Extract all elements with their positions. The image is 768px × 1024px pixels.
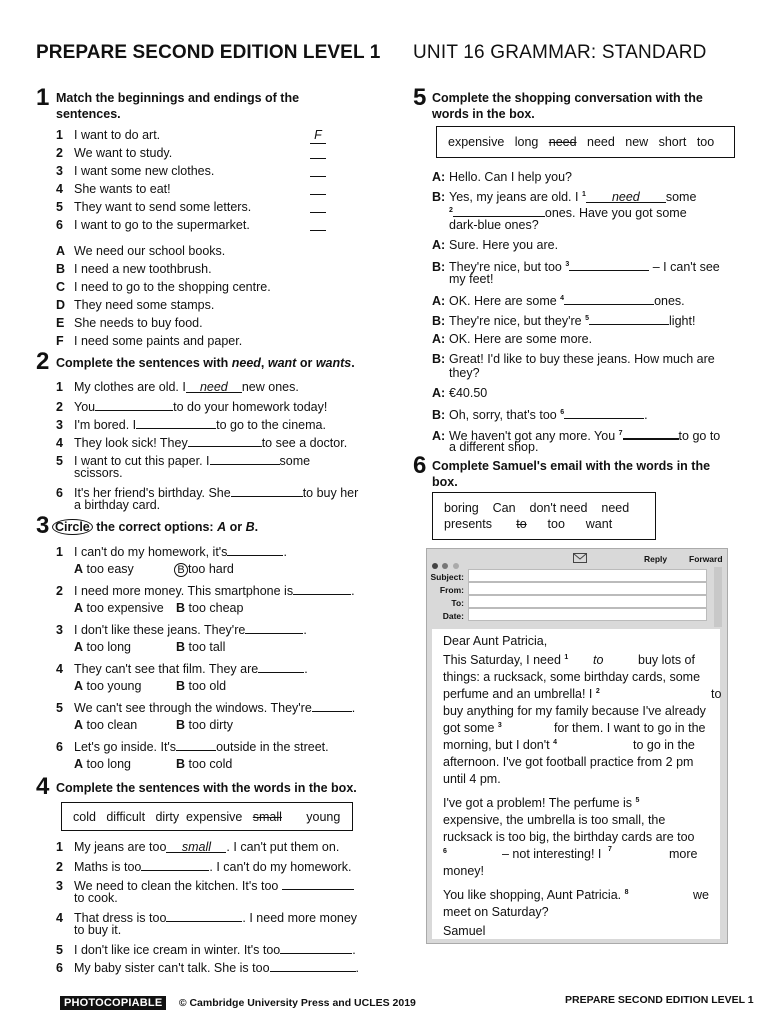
answer-blank[interactable]	[282, 876, 354, 890]
email-field-row: To:	[430, 593, 707, 606]
reply-button[interactable]: Reply	[644, 554, 668, 564]
circle-word: Circle	[52, 519, 93, 535]
option-a[interactable]: A too long	[74, 640, 131, 654]
word-box-item: need	[601, 501, 630, 515]
email-line: afternoon. I've got football practice from 2 pm	[443, 755, 694, 769]
list-item: B I need a new toothbrush.	[56, 262, 212, 276]
list-item: 5 I don't like ice cream in winter. It's too .	[56, 940, 376, 958]
email-line: You like shopping, Aunt Patricia. $^8$ we	[443, 888, 709, 902]
conversation-line: B: Yes, my jeans are old. I $^1$ need some	[432, 190, 697, 204]
email-line: buy anything for my family because I've already	[443, 704, 706, 718]
answer-blank[interactable]	[310, 181, 326, 195]
option-a[interactable]: A too long	[74, 757, 131, 771]
list-item-continuation: a birthday card.	[74, 498, 161, 512]
answer-blank[interactable]: small	[166, 839, 226, 853]
answer-blank[interactable]	[210, 451, 280, 465]
email-line: $^6$ – not interesting! I 7 more	[443, 846, 698, 861]
footer-right: PREPARE SECOND EDITION LEVEL 1	[565, 994, 754, 1006]
email-signature: Samuel	[443, 924, 486, 938]
email-body	[432, 629, 720, 939]
exercise-3-items	[56, 542, 376, 776]
answer-blank[interactable]	[227, 542, 283, 556]
option-a[interactable]: A too easy	[74, 562, 134, 576]
word-box-item: want	[585, 517, 613, 531]
options-row	[56, 600, 376, 620]
word-box-item: don't need	[529, 501, 588, 515]
list-item: 4 They can't see that film. They are .	[56, 659, 376, 678]
list-item: 3 I don't like these jeans. They're .	[56, 620, 376, 639]
conversation-continuation: they?	[449, 366, 480, 380]
answer-blank[interactable]	[245, 620, 303, 634]
exercise-4-number: 4	[36, 773, 50, 800]
options-row	[56, 639, 376, 659]
exercise-1-instruction: Match the beginnings and endings of the sentences.	[56, 91, 300, 121]
conversation-line: B: Great! I'd like to buy these jeans. How much are	[432, 352, 715, 366]
word-box-item: too	[547, 517, 565, 531]
email-line: got some $^3$ for them. I want to go in the	[443, 721, 706, 735]
answer-blank[interactable]	[166, 908, 242, 922]
option-b[interactable]: B too tall	[176, 640, 226, 654]
word-box-item-used: to	[516, 517, 527, 531]
list-item: 3 I'm bored. I to go to the cinema.	[56, 415, 376, 433]
word-box	[61, 802, 353, 831]
exercise-2-instruction: Complete the sentences with need, want or wants.	[56, 356, 355, 370]
email-line: This Saturday, I need $^1$ to buy lots of	[443, 653, 695, 667]
answer-blank[interactable]	[176, 737, 216, 751]
word-box-item: young	[306, 810, 341, 824]
conversation-line: B: Oh, sorry, that's too $^6$ .	[432, 405, 742, 425]
list-item: 6 Let's go inside. It's outside in the street.	[56, 737, 376, 756]
email-line: things: a rucksack, some birthday cards, some	[443, 670, 701, 684]
answer-blank[interactable]	[310, 217, 326, 231]
email-field-row: Date:	[430, 606, 707, 619]
list-item: 1 I can't do my homework, it's .	[56, 542, 376, 561]
list-item: 4 They look sick! They to see a doctor.	[56, 433, 376, 451]
answer-blank[interactable]: need	[186, 379, 242, 393]
option-b[interactable]: B too cheap	[176, 601, 244, 615]
exercise-2-number: 2	[36, 348, 50, 375]
list-item: C I need to go to the shopping centre.	[56, 280, 271, 294]
exercise-5-instruction: Complete the shopping conversation with the words in the box.	[432, 91, 703, 121]
list-item: 2 We want to study.	[56, 145, 346, 163]
email-header-fields	[430, 567, 707, 619]
list-item: F I need some paints and paper.	[56, 334, 243, 348]
conversation-line: A: Sure. Here you are.	[432, 238, 559, 252]
answer-blank[interactable]	[141, 857, 209, 871]
list-item-continuation: to cook.	[74, 891, 118, 905]
word-box-item: Can	[492, 501, 516, 515]
answer-blank[interactable]	[453, 203, 545, 217]
options-row	[56, 561, 376, 581]
conversation-continuation: $^2$ ones. Have you got some	[432, 203, 742, 217]
email-answer[interactable]: to	[593, 653, 604, 667]
exercise-4-instruction: Complete the sentences with the words in the box.	[56, 781, 357, 795]
word-box-item-used: small	[252, 810, 282, 824]
answer-blank[interactable]	[95, 397, 173, 411]
email-field-row: Subject:	[430, 567, 707, 580]
footer-left	[60, 993, 416, 1011]
answer-blank[interactable]	[270, 958, 356, 972]
word-box-item: difficult	[106, 810, 146, 824]
option-a[interactable]: A too expensive	[74, 601, 164, 615]
exercise-5-number: 5	[413, 84, 427, 111]
email-greeting: Dear Aunt Patricia,	[443, 634, 548, 648]
list-item: 3 We need to clean the kitchen. It's too	[56, 876, 376, 890]
list-item: 6 My baby sister can't talk. She is too .	[56, 958, 376, 976]
exercise-6-instruction: Complete Samuel's email with the words in the box.	[432, 459, 711, 489]
conversation-line: A: €40.50	[432, 386, 488, 400]
date-field[interactable]	[468, 608, 707, 621]
list-item: 1 I want to do art. F	[56, 127, 346, 145]
exercise-6-number: 6	[413, 452, 427, 479]
word-box	[432, 492, 656, 540]
word-box-item: expensive	[186, 810, 243, 824]
word-box-item: too	[696, 135, 715, 149]
word-box-item: long	[514, 135, 539, 149]
word-box-item: need	[587, 135, 615, 149]
answer-blank[interactable]	[231, 483, 303, 497]
word-box-item: presents	[444, 517, 492, 531]
conversation-continuation: dark-blue ones?	[449, 218, 539, 232]
list-item: 5 We can't see through the windows. They're .	[56, 698, 376, 717]
scrollbar[interactable]	[714, 567, 722, 627]
word-box-item: short	[658, 135, 687, 149]
email-line: meet on Saturday?	[443, 905, 549, 919]
answer-blank[interactable]: need	[586, 189, 666, 203]
email-field-row: From:	[430, 580, 707, 593]
email-line: I've got a problem! The perfume is $^5$	[443, 796, 640, 810]
list-item: 1 My jeans are too small . I can't put them on.	[56, 840, 340, 854]
email-line: until 4 pm.	[443, 772, 501, 786]
copyright-text: © Cambridge University Press and UCLES 2019	[178, 997, 416, 1009]
list-item: 3 I want some new clothes.	[56, 163, 346, 181]
exercise-1-number: 1	[36, 84, 50, 111]
option-b[interactable]: B too hard	[174, 562, 234, 576]
option-a[interactable]: A too clean	[74, 718, 138, 732]
list-item: 1 My clothes are old. I need new ones.	[56, 380, 299, 394]
email-line: expensive, the umbrella is too small, the	[443, 813, 666, 827]
answer-blank[interactable]	[293, 581, 351, 595]
list-item-continuation: scissors.	[74, 466, 123, 480]
answer-blank[interactable]	[136, 415, 216, 429]
answer-blank[interactable]	[188, 433, 262, 447]
exercise-1-endings	[56, 243, 346, 351]
word-box-item: boring	[444, 501, 479, 515]
word-box-item-used: need	[548, 135, 577, 149]
word-box-item: new	[625, 135, 649, 149]
page-title-right: UNIT 16 GRAMMAR: STANDARD	[413, 42, 707, 63]
answer-blank[interactable]	[564, 405, 644, 419]
page-title-left: PREPARE SECOND EDITION LEVEL 1	[36, 42, 381, 63]
list-item: 6 It's her friend's birthday. She to buy her	[56, 483, 376, 497]
conversation-line: B: They're nice, but they're $^5$ light!	[432, 311, 742, 331]
answer-blank[interactable]	[310, 145, 326, 159]
email-line: rucksack is too big, the birthday cards are too	[443, 830, 695, 844]
conversation-line: A: We haven't got any more. You $^7$ to go to	[432, 425, 742, 439]
word-box	[436, 126, 735, 158]
conversation-continuation: my feet!	[449, 272, 494, 286]
answer-blank[interactable]	[569, 257, 649, 271]
options-row	[56, 756, 376, 776]
word-box-item: expensive	[448, 135, 505, 149]
word-box-item: dirty	[155, 810, 180, 824]
list-item: 2 Maths is too . I can't do my homework.	[56, 857, 376, 876]
answer-blank[interactable]	[623, 425, 679, 440]
conversation-line: B: They're nice, but too $^3$ – I can't see	[432, 257, 742, 271]
list-item: 5 I want to cut this paper. I some	[56, 451, 376, 465]
answer-blank[interactable]	[589, 311, 669, 325]
list-item: E She needs to buy food.	[56, 316, 203, 330]
list-item: 6 I want to go to the supermarket.	[56, 217, 346, 235]
exercise-1-beginnings	[56, 127, 346, 235]
list-item: 2 I need more money. This smartphone is .	[56, 581, 376, 600]
exercise-3-instruction: Circle the correct options: A or B.	[52, 519, 258, 535]
conversation-continuation: a different shop.	[449, 440, 539, 454]
email-line: morning, but I don't $^4$ to go in the	[443, 738, 695, 752]
forward-button[interactable]: Forward	[689, 554, 723, 564]
exercise-3-number: 3	[36, 512, 50, 539]
list-item: 4 That dress is too . I need more money	[56, 908, 376, 922]
circled-answer: B	[174, 563, 188, 577]
answer-blank[interactable]	[564, 291, 654, 305]
answer-blank[interactable]	[312, 698, 352, 712]
conversation	[432, 169, 742, 459]
exercise-4-items	[56, 839, 376, 976]
option-a[interactable]: A too young	[74, 679, 142, 693]
answer-blank[interactable]	[280, 940, 352, 954]
list-item: D They need some stamps.	[56, 298, 215, 312]
options-row	[56, 717, 376, 737]
exercise-2-items	[56, 379, 376, 515]
option-b[interactable]: B too cold	[176, 757, 233, 771]
list-item: A We need our school books.	[56, 244, 226, 258]
email-line: perfume and an umbrella! I $^2$ to	[443, 687, 722, 701]
answer-blank[interactable]	[310, 199, 326, 213]
conversation-line: A: Hello. Can I help you?	[432, 170, 572, 184]
word-box-item: cold	[73, 810, 96, 824]
conversation-line: A: OK. Here are some more.	[432, 332, 593, 346]
photocopiable-badge: PHOTOCOPIABLE	[60, 996, 166, 1010]
option-b[interactable]: B too old	[176, 679, 227, 693]
list-item: 4 She wants to eat!	[56, 181, 346, 199]
email-line: money!	[443, 864, 484, 878]
answer-blank[interactable]: F	[310, 127, 326, 144]
list-item: 2 You to do your homework today!	[56, 397, 376, 415]
answer-blank[interactable]	[310, 163, 326, 177]
answer-blank[interactable]	[258, 659, 304, 673]
list-item: 5 They want to send some letters.	[56, 199, 346, 217]
envelope-icon[interactable]	[573, 553, 587, 563]
options-row	[56, 678, 376, 698]
conversation-line: A: OK. Here are some $^4$ ones.	[432, 291, 742, 311]
list-item-continuation: to buy it.	[74, 923, 122, 937]
email-window	[426, 548, 728, 944]
option-b[interactable]: B too dirty	[176, 718, 233, 732]
